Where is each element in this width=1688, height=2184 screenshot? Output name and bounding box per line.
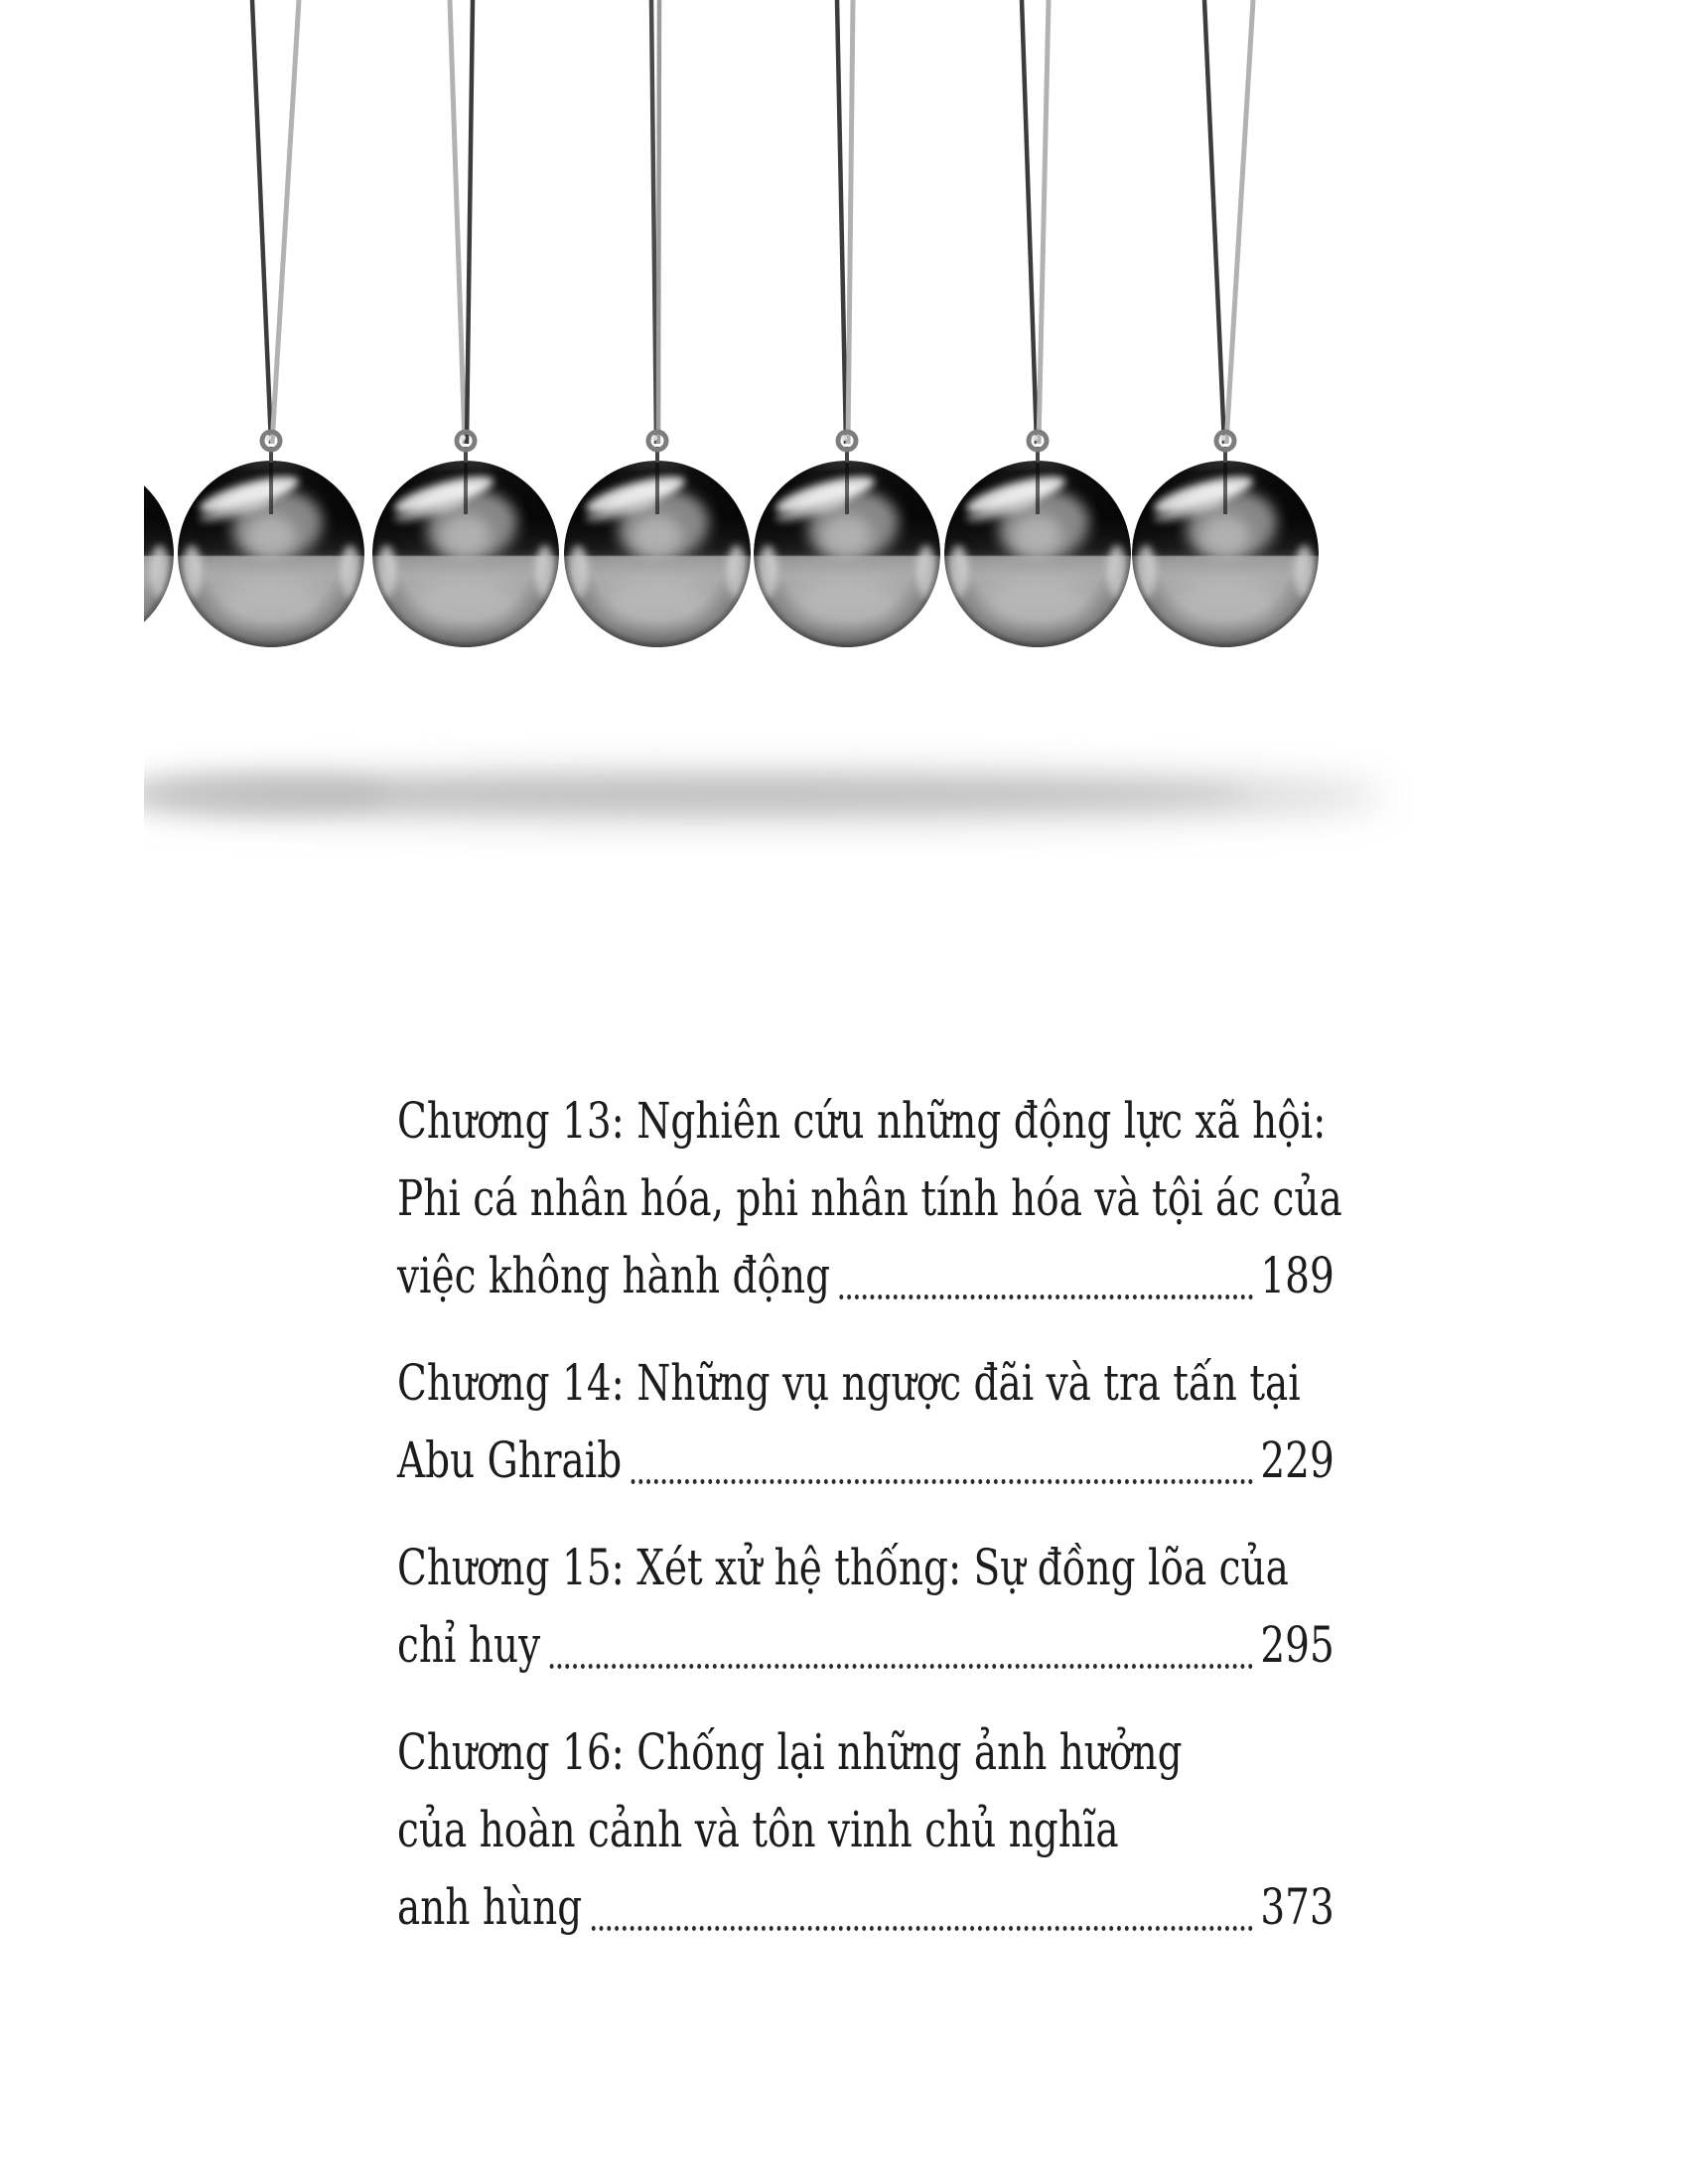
cradle-string <box>837 0 846 444</box>
toc-entry <box>397 1529 1335 1684</box>
toc-line: Chương 16: Chống lại những ảnh hưởng <box>397 1723 1183 1781</box>
toc-page-number: 373 <box>1260 1878 1335 1936</box>
cradle-string <box>252 0 271 444</box>
cradle-string <box>272 0 299 444</box>
toc-page-number: 189 <box>1260 1247 1335 1304</box>
toc-line: Chương 15: Xét xử hệ thống: Sự đồng lõa của <box>397 1539 1289 1596</box>
cradle-string <box>1039 0 1049 444</box>
toc-entry-title: anh hùng <box>397 1878 583 1936</box>
toc-entry-last-line <box>397 1237 1335 1314</box>
toc-entry-last-line <box>397 1868 1335 1946</box>
toc-entry <box>397 1713 1335 1946</box>
cradle-strings <box>252 0 1253 444</box>
cradle-string <box>1226 0 1253 444</box>
cradle-ball <box>178 432 374 647</box>
toc-entry-title: việc không hành động <box>397 1247 831 1304</box>
cradle-ball <box>372 432 569 647</box>
toc-entry-title: chỉ huy <box>397 1616 541 1674</box>
cradle-string <box>658 0 659 444</box>
toc-entry-last-line <box>397 1606 1335 1684</box>
toc-entry <box>397 1344 1335 1499</box>
toc-entry-title: Abu Ghraib <box>397 1432 623 1489</box>
toc-leader-dots <box>549 1664 1252 1669</box>
cradle-string <box>450 0 465 444</box>
cradle-ball <box>564 432 761 647</box>
toc-line: của hoàn cảnh và tôn vinh chủ nghĩa <box>397 1801 1119 1858</box>
cradle-string <box>651 0 656 444</box>
cradle-ball <box>754 432 950 647</box>
cradle-string <box>1022 0 1037 444</box>
cradle-ball <box>1132 432 1329 647</box>
toc-leader-dots <box>632 1479 1253 1484</box>
toc-line: Phi cá nhân hóa, phi nhân tính hóa và tội ác của <box>397 1169 1342 1227</box>
cradle-string <box>467 0 473 444</box>
toc-entry <box>397 1082 1342 1314</box>
newtons-cradle-illustration <box>0 0 1688 1042</box>
cradle-string <box>1204 0 1224 444</box>
toc-page-number: 229 <box>1260 1432 1335 1489</box>
toc-page-number: 295 <box>1260 1616 1335 1674</box>
table-of-contents <box>397 1082 1342 1976</box>
toc-entry-last-line <box>397 1422 1335 1499</box>
cradle-ball <box>0 432 184 647</box>
toc-line: Chương 13: Nghiên cứu những động lực xã hội: <box>397 1092 1327 1150</box>
cradle-string <box>848 0 853 444</box>
cradle-ball <box>944 432 1141 647</box>
toc-leader-dots <box>592 1926 1253 1931</box>
toc-leader-dots <box>839 1295 1252 1299</box>
toc-line: Chương 14: Những vụ ngược đãi và tra tấn tại <box>397 1354 1301 1412</box>
